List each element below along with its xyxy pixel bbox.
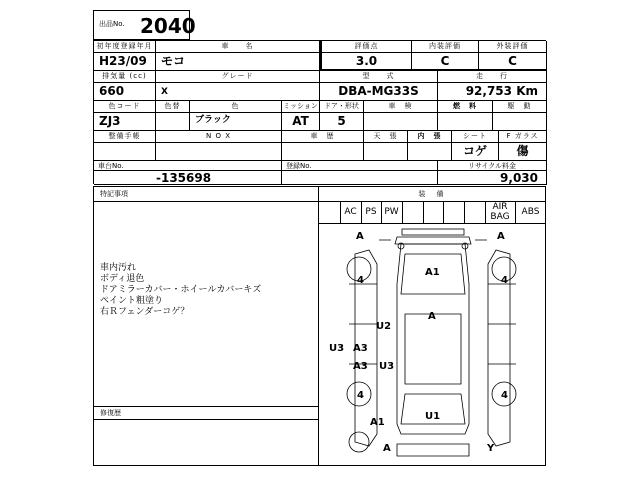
label-interior-trim: 内 張 (408, 131, 452, 143)
equipment-panel (319, 186, 546, 466)
label-fuel: 燃 料 (438, 101, 493, 113)
seat-value: コゲ (452, 143, 499, 161)
notes-list (100, 263, 261, 318)
damage-mark: A (356, 231, 364, 242)
color-change-value (156, 113, 190, 131)
label-inspection: 車 検 (364, 101, 438, 113)
recycle-fee-value: 9,030 (438, 171, 547, 185)
nox-value (156, 143, 282, 161)
equipment-slot (464, 201, 486, 223)
label-history: 車 歴 (282, 131, 364, 143)
inspection-value (364, 113, 438, 131)
label-model-code: 型 式 (320, 71, 438, 83)
headliner-value (364, 143, 408, 161)
label-seat: シート (452, 131, 499, 143)
damage-mark: A (428, 311, 436, 322)
label-drive: 駆 動 (493, 101, 547, 113)
equipment-airbag: AIR BAG (485, 202, 516, 223)
damage-mark: U3 (329, 343, 345, 354)
damage-mark: 4 (357, 390, 364, 401)
fuel-value (438, 113, 493, 131)
label-interior-grade: 内装評価 (412, 41, 479, 53)
label-service-book: 整備手帳 (94, 131, 156, 143)
lot-number: 2040 (140, 14, 196, 38)
lot-number-box (93, 10, 196, 40)
car-front-view (379, 229, 487, 249)
damage-mark: A (383, 443, 391, 454)
note-line: 右Ｒフェンダーコゲ？ (100, 307, 190, 317)
service-book-value (94, 143, 156, 161)
note-line: 車内汚れ (100, 263, 137, 273)
exterior-grade-value: C (479, 53, 547, 71)
transmission-value: AT (282, 113, 320, 131)
note-line: ペイント粗塗り (100, 296, 164, 306)
mileage-value: 92,753 Km (438, 83, 547, 101)
color-code-value: ZJ3 (94, 113, 156, 131)
equipment-abs: ABS (521, 207, 540, 217)
damage-mark: A3 (353, 343, 368, 354)
notes-panel (93, 186, 319, 466)
label-registration-number: 登録No. (282, 161, 438, 171)
interior-grade-value: C (412, 53, 479, 71)
damage-mark: Y (487, 443, 495, 454)
equipment-pw: PW (381, 201, 403, 223)
label-grade: グレード (156, 71, 320, 83)
damage-mark: A1 (370, 417, 385, 428)
damage-mark: 4 (501, 390, 508, 401)
label-transmission: ミッション (282, 101, 320, 113)
damage-mark: 4 (501, 275, 508, 286)
label-recycle-fee: リサイクル料金 (438, 161, 547, 171)
drive-value (493, 113, 547, 131)
label-color-code: 色コード (94, 101, 156, 113)
equipment-slot (402, 201, 424, 223)
note-line: ボディ退色 (100, 274, 145, 284)
grade-value: X (156, 83, 320, 101)
history-value (282, 143, 364, 161)
interior-trim-value (408, 143, 452, 161)
lot-label: 出品No. (99, 20, 125, 28)
label-color-change: 色替 (156, 101, 190, 113)
displacement-value: 660 (94, 83, 156, 101)
label-score: 評価点 (320, 41, 412, 53)
note-line: ドアミラーカバー・ホイールカバーキズ (100, 285, 262, 295)
notes-label: 特記事項 (100, 190, 128, 198)
damage-mark: A (497, 231, 505, 242)
equipment-slot (443, 201, 465, 223)
label-mileage: 走 行 (438, 71, 547, 83)
damage-mark: 4 (357, 275, 364, 286)
label-exterior-grade: 外装評価 (479, 41, 547, 53)
label-color: 色 (190, 101, 282, 113)
label-doors: ドア・形状 (320, 101, 364, 113)
damage-mark: U1 (425, 411, 441, 422)
model-code-value: DBA-MG33S (320, 83, 438, 101)
score-value: 3.0 (320, 53, 412, 71)
label-chassis-number: 車台No. (94, 161, 282, 171)
damage-mark: U3 (379, 361, 395, 372)
vehicle-info-table (93, 40, 546, 184)
chassis-number-value: -135698 (94, 171, 282, 185)
label-nox: N O X (156, 131, 282, 143)
registration-number-value (282, 171, 438, 185)
damage-mark: A1 (425, 267, 440, 278)
equipment-slot (423, 201, 444, 223)
label-first-registration: 初年度登録年月 (94, 41, 156, 53)
label-front-glass: F ガラス (499, 131, 547, 143)
equipment-slot (319, 201, 341, 223)
repair-header (94, 406, 318, 420)
damage-mark: U2 (376, 321, 392, 332)
first-registration-value: H23/09 (94, 53, 156, 71)
label-car-name: 車 名 (156, 41, 320, 53)
damage-mark: A3 (353, 361, 368, 372)
repair-label: 修復歴 (100, 409, 121, 417)
equipment-row (319, 201, 545, 224)
notes-header (94, 187, 318, 202)
car-name-value: モコ (156, 53, 320, 71)
equipment-header: 装 備 (319, 187, 545, 202)
label-headliner: 天 張 (364, 131, 408, 143)
equipment-ac: AC (340, 201, 362, 223)
doors-value: 5 (320, 113, 364, 131)
car-rear-view (349, 432, 469, 456)
color-value: ブラック (190, 113, 282, 131)
equipment-ps: PS (361, 201, 382, 223)
label-displacement: 排気量 (cc) (94, 71, 156, 83)
front-glass-value: 傷 (499, 143, 547, 161)
